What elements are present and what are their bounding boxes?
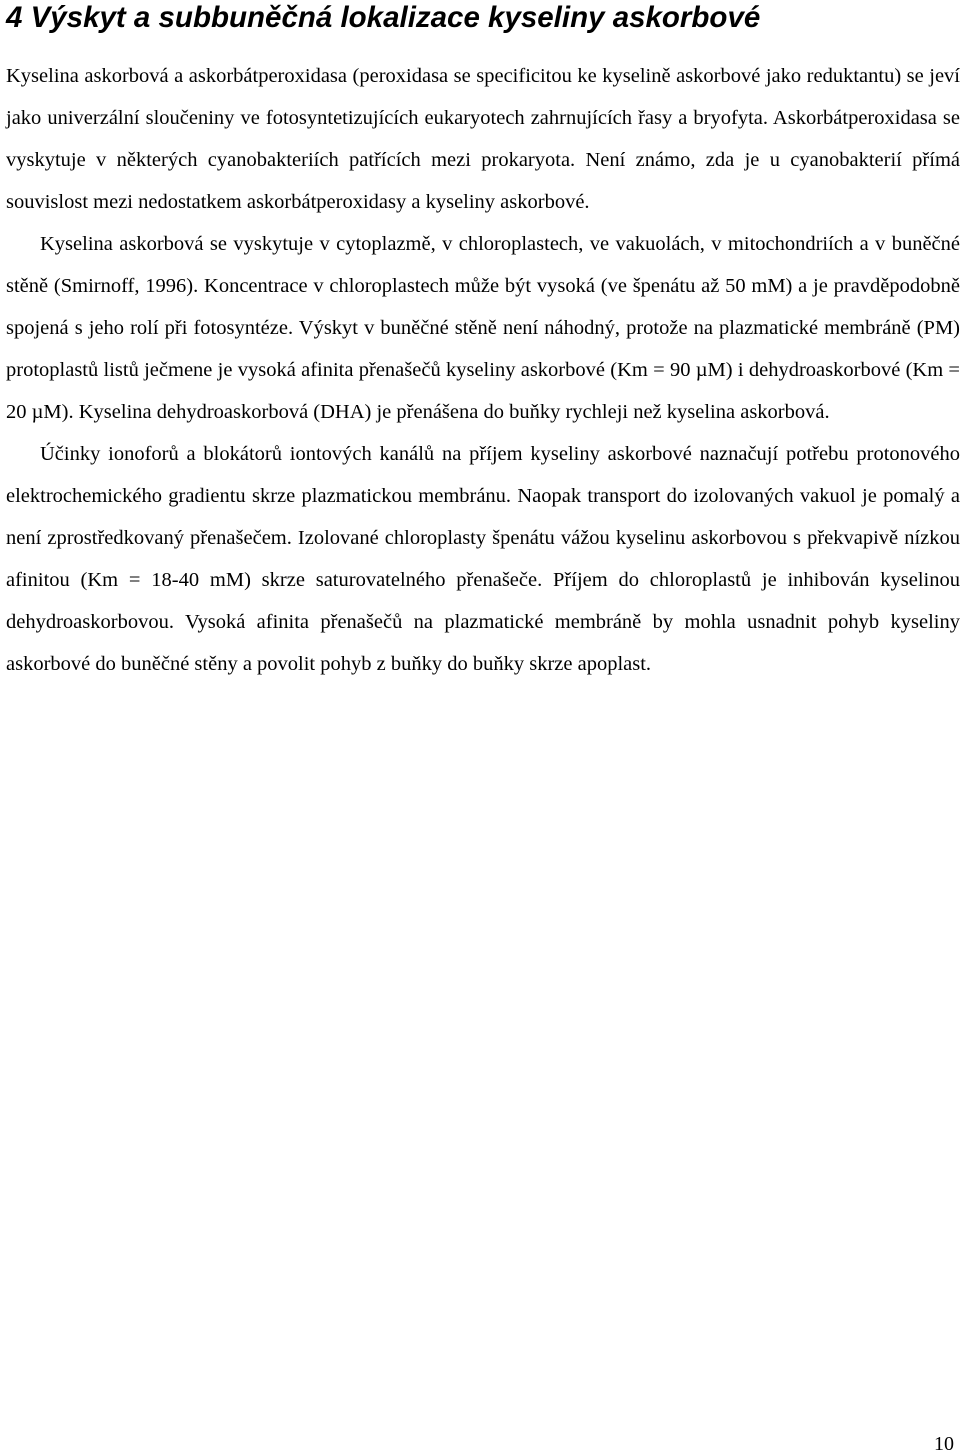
paragraph-occurrence: Kyselina askorbová se vyskytuje v cytoplazmě, v chloroplastech, ve vakuolách, v mitochondriích a v buněčné stěně (Smirnoff, 1996). Koncentrace v chloroplastech může být vysoká (ve špenátu až 50 mM) a je pravděpodobně spojená s jeho rolí při fotosyntéze. Výskyt v buněčné stěně není náhodný, protože na plazmatické membráně (PM) protoplastů listů ječmene je vysoká afinita přenašečů kyseliny askorbové (Km = 90 µM) i dehydroaskorbové (Km = 20 µM). Kyselina dehydroaskorbová (DHA) je přenášena do buňky rychleji než kyselina askorbová. [6, 233, 960, 423]
section-heading: 4 Výskyt a subbuněčná lokalizace kyseliny askorbové [6, 1, 761, 34]
paragraph-intro: Kyselina askorbová a askorbátperoxidasa (peroxidasa se specificitou ke kyselině askorbové jako reduktantu) se jeví jako univerzální sloučeniny ve fotosyntetizujících eukaryotech zahrnujících řasy a bryofyta. Askorbátperoxidasa se vyskytuje v některých cyanobakteriích patřících mezi prokaryota. Není známo, zda je u cyanobakterií přímá souvislost mezi nedostatkem askorbátperoxidasy a kyseliny askorbové. [6, 65, 960, 213]
body-text [6, 55, 960, 685]
paragraph-transport: Účinky ionoforů a blokátorů iontových kanálů na příjem kyseliny askorbové naznačují potřebu protonového elektrochemického gradientu skrze plazmatickou membránu. Naopak transport do izolovaných vakuol je pomalý a není zprostředkovaný přenašečem. Izolované chloroplasty špenátu vážou kyselinu askorbovou s překvapivě nízkou afinitou (Km = 18-40 mM) skrze saturovatelného přenašeče. Příjem do chloroplastů je inhibován kyselinou dehydroaskorbovou. Vysoká afinita přenašečů na plazmatické membráně by mohla usnadnit pohyb kyseliny askorbové do buněčné stěny a povolit pohyb z buňky do buňky skrze apoplast. [6, 443, 960, 675]
page-number: 10 [934, 1433, 954, 1455]
